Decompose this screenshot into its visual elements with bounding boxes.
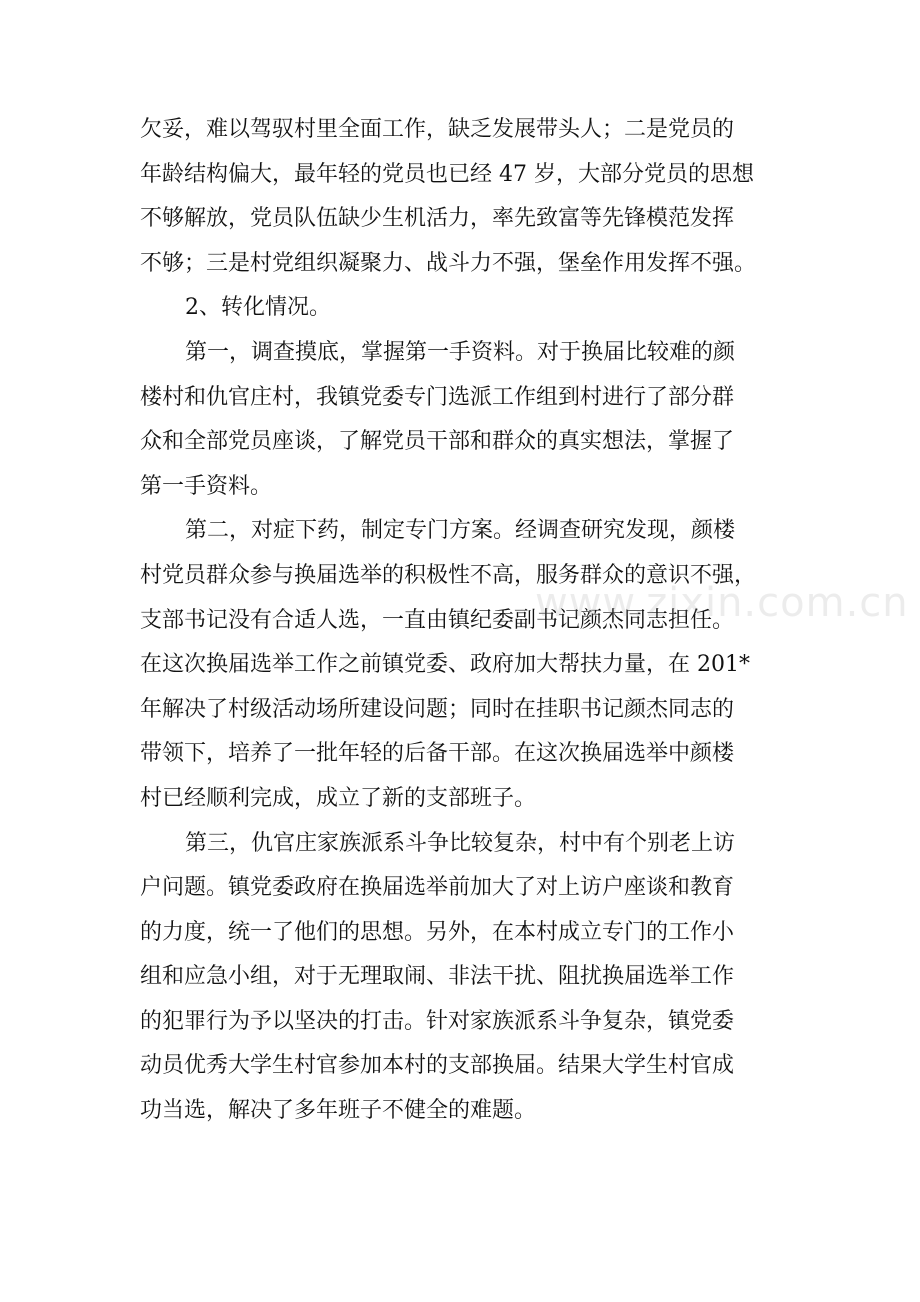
text-line: 众和全部党员座谈，了解党员干部和群众的真实想法，掌握了 — [140, 429, 735, 455]
text-line: 户问题。镇党委政府在换届选举前加大了对上访户座谈和教育 — [140, 875, 735, 901]
text-line: 支部书记没有合适人选，一直由镇纪委副书记颜杰同志担任。 — [140, 607, 735, 633]
text-line: 村党员群众参与换届选举的积极性不高，服务群众的意识不强， — [140, 562, 757, 588]
text-line: 动员优秀大学生村官参加本村的支部换届。结果大学生村官成 — [140, 1053, 735, 1079]
paragraph-first-line: 第二，对症下药，制定专门方案。经调查研究发现，颜楼 — [185, 518, 736, 544]
text-line: 在这次换届选举工作之前镇党委、政府加大帮扶力量，在 201* — [140, 652, 750, 678]
site-watermark: www.zixin.com.cn — [535, 580, 909, 626]
text-line: 的力度，统一了他们的思想。另外，在本村成立专门的工作小 — [140, 919, 735, 945]
section-heading: 2、转化情况。 — [185, 295, 331, 321]
text-line: 欠妥，难以驾驭村里全面工作，缺乏发展带头人；二是党员的 — [140, 117, 735, 142]
document-body — [140, 108, 800, 1134]
text-line: 年解决了村级活动场所建设问题；同时在挂职书记颜杰同志的 — [140, 696, 735, 722]
text-line: 组和应急小组，对于无理取闹、非法干扰、阻扰换届选举工作 — [140, 964, 735, 990]
text-line: 不够；三是村党组织凝聚力、战斗力不强，堡垒作用发挥不强。 — [140, 250, 757, 276]
text-line: 第一手资料。 — [140, 473, 273, 499]
paragraph-first-line: 第三，仇官庄家族派系斗争比较复杂，村中有个别老上访 — [185, 830, 736, 856]
text-line: 带领下，培养了一批年轻的后备干部。在这次换届选举中颜楼 — [140, 741, 735, 767]
paragraph-first-line: 第一，调查摸底，掌握第一手资料。对于换届比较难的颜 — [185, 339, 736, 365]
text-line: 的犯罪行为予以坚决的打击。针对家族派系斗争复杂，镇党委 — [140, 1008, 735, 1034]
text-line: 不够解放，党员队伍缺少生机活力，率先致富等先锋模范发挥 — [140, 206, 735, 232]
text-line: 功当选，解决了多年班子不健全的难题。 — [140, 1098, 537, 1124]
text-line: 村已经顺利完成，成立了新的支部班子。 — [140, 785, 537, 811]
text-line: 年龄结构偏大，最年轻的党员也已经 47 岁，大部分党员的思想 — [140, 161, 754, 187]
text-line: 楼村和仇官庄村，我镇党委专门选派工作组到村进行了部分群 — [140, 384, 735, 410]
